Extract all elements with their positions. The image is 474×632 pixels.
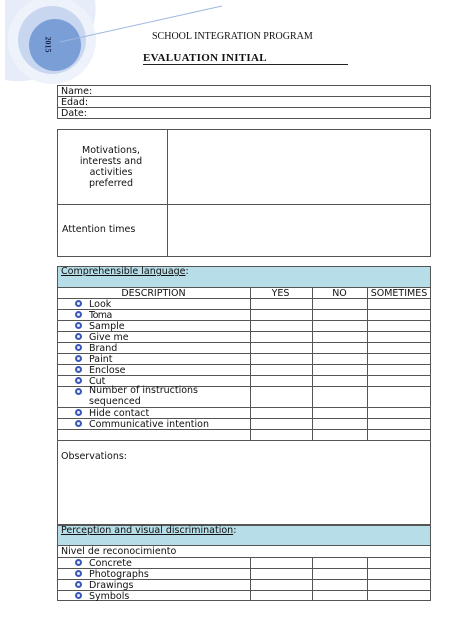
student-info-box — [57, 85, 431, 119]
bullet-icon — [75, 388, 82, 395]
evaluation-title: EVALUATION INITIAL — [143, 52, 267, 64]
bullet-icon — [75, 366, 82, 373]
column-yes: YES — [271, 288, 290, 299]
column-no: NO — [332, 288, 347, 299]
item-communicative-intention: Communicative intention — [89, 419, 209, 430]
date-label: Date: — [61, 108, 87, 119]
bullet-icon — [75, 344, 82, 351]
item-concrete: Concrete — [89, 558, 132, 569]
program-title: SCHOOL INTEGRATION PROGRAM — [152, 31, 313, 42]
item-drawings: Drawings — [89, 580, 134, 591]
column-description: DESCRIPTION — [121, 288, 186, 299]
comprehensible-language-title: Comprehensible language: — [61, 266, 189, 277]
bullet-icon — [75, 377, 82, 384]
item-photographs: Photographs — [89, 569, 149, 580]
recognition-level-label: Nivel de reconocimiento — [61, 546, 177, 557]
name-label: Name: — [61, 86, 93, 97]
bullet-icon — [75, 322, 82, 329]
bullet-icon — [75, 311, 82, 318]
item-toma: Toma — [89, 310, 112, 321]
item-sample: Sample — [89, 321, 125, 332]
column-sometimes: SOMETIMES — [370, 288, 428, 299]
observations-label: Observations: — [61, 451, 127, 462]
bullet-icon — [75, 333, 82, 340]
attention-times-label: Attention times — [62, 224, 136, 235]
bullet-icon — [75, 300, 82, 307]
perception-title: Perception and visual discrimination: — [61, 525, 237, 536]
item-brand: Brand — [89, 343, 118, 354]
bullet-icon — [75, 355, 82, 362]
item-give-me: Give me — [89, 332, 129, 343]
item-enclose: Enclose — [89, 365, 126, 376]
corner-badge-graphic — [0, 0, 230, 90]
item-look: Look — [89, 299, 112, 310]
item-number-of-instructions: Number of instructions sequenced — [89, 385, 198, 407]
bullet-icon — [75, 581, 82, 588]
bullet-icon — [75, 559, 82, 566]
bullet-icon — [75, 570, 82, 577]
age-label: Edad: — [61, 97, 89, 108]
motivations-label: Motivations, interests and activities preferred — [79, 145, 143, 189]
bullet-icon — [75, 409, 82, 416]
item-paint: Paint — [89, 354, 113, 365]
item-hide-contact: Hide contact — [89, 408, 150, 419]
bullet-icon — [75, 592, 82, 599]
evaluation-title-underline — [143, 64, 348, 65]
bullet-icon — [75, 420, 82, 427]
item-symbols: Symbols — [89, 591, 130, 602]
year-badge: 2015 — [43, 36, 53, 53]
item-cut: Cut — [89, 376, 106, 387]
